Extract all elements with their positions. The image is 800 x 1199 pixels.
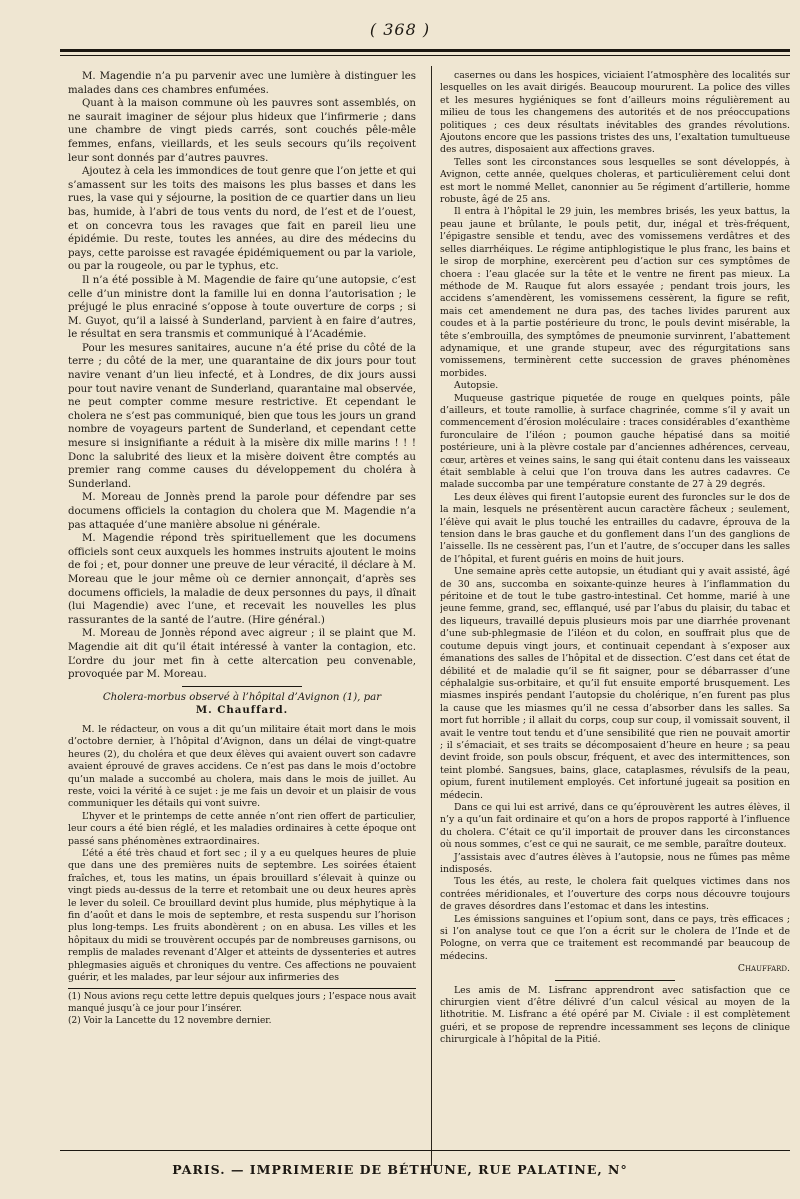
paragraph: Pour les mesures sanitaires, aucune n’a été prise du côté de la terre ; du côté de la mer, une quarantaine de dix jours pour tout navire venant d’un lieu infecté, et à Londres, de dix jours aussi pour tout navire venant de Sunderland, quarantaine mal observée, ne peut compter comme mesure restrictive. Et cependant le cholera ne s’est pas communiqué, bien que tous les jours un grand nombre de voyageurs partent de Sunderland, et cependant cette mesure si insignifiante a réduit à la misère dix mille marins ! ! ! Donc la salubrité des lieux et la misère doivent être comptés au premier rang comme causes du développement du choléra à Sunderland. bbox=[68, 342, 416, 490]
paragraph: Quant à la maison commune où les pauvres sont assemblés, on ne saurait imaginer de séjour plus hideux que l’infirmerie ; dans une chambre de vingt pieds carrés, sont couchés pêle-mêle femmes, enfans, vieillards, et les seuls secours qu’ils reçoivent leur sont donnés par d’autres pauvres. bbox=[68, 98, 416, 164]
paragraph: Ajoutez à cela les immondices de tout genre que l’on jette et qui s’amassent sur les toits des maisons les plus basses et dans les rues, la vase qui y séjourne, la position de ce quartier dans un lieu bas, humide, à l’abri de tous vents du nord, de l’est et de l’ouest, et on concevra tous les ravages que fait en pareil lieu une épidémie. Du reste, toutes les années, au dire des médecins du pays, cette paroisse est ravagée épidémiquement ou par la variole, ou par la rougeole, ou par le typhus, etc. bbox=[68, 166, 416, 273]
header-rule-thin bbox=[60, 55, 790, 56]
paragraph: Autopsie. bbox=[454, 380, 499, 392]
footnote-2: (2) Voir la Lancette du 12 novembre dernier. bbox=[68, 1016, 272, 1027]
article-author: M. Chauffard. bbox=[195, 704, 289, 717]
column-divider bbox=[431, 66, 432, 1166]
paragraph: Dans ce qui lui est arrivé, dans ce qu’éprouvèrent les autres élèves, il n’y a qu’un fait ordinaire et qu’on a hors de propos rapporté à l’influence du cholera. C’était ce qu’il importait de prouver dans les circonstances où nous sommes, c’est ce qui ne saurait, ce me semble, paraître douteux. bbox=[440, 801, 790, 851]
signature: Chauffard. bbox=[737, 963, 790, 975]
paragraph: L’été a été très chaud et fort sec ; il y a eu quelques heures de pluie que dans une des premières nuits de septembre. Les soirées étaient fraîches, et, tous les matins, un épais brouillard s’élevait à quinze ou vingt pieds au-dessus de la terre et retombait une ou deux heures après le lever du soleil. Ce brouillard devint plus humide, plus méphytique à la fin d’août et dans le mois de septembre, et resta suspendu sur l’horison plus long-temps. Les fruits abondèrent ; on en abusa. Les villes et les hôpitaux du midi se trouvèrent occupés par de nombreuses garnisons, ou remplis de malades revenant d’Alger et atteints de dyssenteries et autres phlegmasies aiguës et chroniques du ventre. Ces affections ne pouvaient guérir, et les malades, par leur séjour aux infirmeries des bbox=[68, 847, 416, 984]
paragraph: M. Moreau de Jonnès prend la parole pour défendre par ses documens officiels la contagion du cholera que M. Magendie n’a pas attaquée d’une manière absolue ni générale. bbox=[68, 492, 416, 531]
article-heading-title: Cholera-morbus observé à l’hôpital d’Avignon (1), par bbox=[102, 691, 382, 703]
paragraph: M. le rédacteur, on vous a dit qu’un militaire était mort dans le mois d’octobre dernier, à l’hôpital d’Avignon, dans un délai de vingt-quatre heures (2), du choléra et que deux élèves qui avaient ouvert son cadavre avaient éprouvé de graves accidens. Ce n’est pas dans le mois d’octobre qu’un malade a succombé au cholera, mais dans le mois de juillet. Au reste, voici la vérité à ce sujet : je me fais un devoir et un plaisir de vous communiquer les détails qui vont suivre. bbox=[68, 723, 416, 810]
left-column bbox=[68, 70, 416, 1120]
section-separator bbox=[555, 980, 675, 981]
paragraph: M. Magendie répond très spirituellement que les documens officiels sont ceux auxquels les hommes instruits ajoutent le moins de foi ; et, pour donner une preuve de leur véracité, il déclare à M. Moreau que le jour même où ce dernier annonçait, d’après ses documens officiels, la maladie de deux personnes du pays, il dînait (lui Magendie) avec l’une, et recevait les nouvelles les plus rassurantes de la santé de l’autre. (Hire général.) bbox=[68, 533, 416, 626]
paragraph: Les amis de M. Lisfranc apprendront avec satisfaction que ce chirurgien vient d’être délivré d’un calcul vésical au moyen de la lithotritie. M. Lisfranc a été opéré par M. Civiale : il est complètement guéri, et se propose de reprendre incessamment ses leçons de clinique chirurgicale à l’hôpital de la Pitié. bbox=[440, 984, 790, 1046]
imprint-footer: PARIS. — IMPRIMERIE DE BÉTHUNE, RUE PALATINE, N° bbox=[172, 1162, 628, 1177]
paragraph: M. Moreau de Jonnès répond avec aigreur ; il se plaint que M. Magendie ait dit qu’il était intéressé à vanter la contagion, etc. L’ordre du jour met fin à cette altercation peu convenable, provoquée par M. Moreau. bbox=[68, 628, 416, 681]
footer-rule bbox=[60, 1150, 790, 1151]
right-column-body bbox=[440, 70, 790, 1047]
page-number: ( 368 ) bbox=[369, 20, 431, 39]
paragraph: M. Magendie n’a pu parvenir avec une lumière à distinguer les malades dans ces chambres enfumées. bbox=[68, 71, 416, 96]
paragraph: Les émissions sanguines et l’opium sont, dans ce pays, très efficaces ; si l’on analyse tout ce que l’on a écrit sur le cholera de l’Inde et de Pologne, on verra que ce traitement est recommandé par beaucoup de médecins. bbox=[440, 913, 790, 962]
paragraph: J’assistais avec d’autres élèves à l’autopsie, nous ne fûmes pas même indisposés. bbox=[440, 851, 790, 875]
article-heading bbox=[68, 691, 416, 718]
header-rule-thick bbox=[60, 49, 790, 52]
right-column bbox=[440, 70, 790, 1120]
paragraph: Les deux élèves qui firent l’autopsie eurent des furoncles sur le dos de la main, lesquels ne présentèrent aucun caractère fâcheux ; seulement, l’élève qui avait le plus touché les entrailles du cadavre, éprouva de la tension dans le bras gauche et du gonflement dans l’un des ganglions de l’aisselle. Ils ne cessèrent pas, l’un et l’autre, de s’occuper dans les salles de l’hôpital, et furent guéris en moins de huit jours. bbox=[440, 491, 790, 565]
paragraph: Une semaine après cette autopsie, un étudiant qui y avait assisté, âgé de 30 ans, succomba en soixante-quinze heures à l’inflammation du péritoine et de tout le tube gastro-intestinal. Cet homme, marié à une jeune femme, grand, sec, efflanqué, usé par l’abus du plaisir, du tabac et des liqueurs, travaillé depuis plusieurs mois par une diarrhée provenant d’une sub-phlegmasie de l’iléon et du colon, en souffrait plus que de coutume depuis vingt jours, et continuait cependant à s’exposer aux émanations des salles de l’hôpital et de dissection. C’est dans cet état de débilité et de maladie qu’il se fit saigner, pour se débarrasser d’une céphalalgie sus-orbitaire, et qu’il fut ensuite emporté brusquement. Les miasmes inspirés pendant l’autopsie du cholérique, n’en furent pas plus la cause que les miasmes qu’il ne cessa d’absorber dans les salles. Sa mort fut horrible ; il allait du corps, coup sur coup, il vomissait souvent, il avait le ventre tout tendu et d’une sensibilité que rien ne pouvait amortir ; il s’émaciait, et ses traits se décomposaient d’heure en heure ; sa peau devint froide, son pouls obscur, fréquent, et avec des intermittences, son teint plombé. Sangsues, bains, glace, cataplasmes, révulsifs de la peau, opium, furent inutilement employés. Cet infortuné jugeait sa position en médecin. bbox=[440, 566, 790, 801]
left-column-body bbox=[68, 70, 416, 984]
paragraph: Il n’a été possible à M. Magendie de faire qu’une autopsie, c’est celle d’un ministre dont la famille lui en donna l’autorisation ; le préjugé le plus enraciné s’oppose à toute ouverture de corps ; si M. Guyot, qu’il a laissé à Sunderland, parvient à en faire d’autres, le résultat en sera transmis et communiqué à l’Académie. bbox=[68, 274, 416, 341]
paragraph: Il entra à l’hôpital le 29 juin, les membres brisés, les yeux battus, la peau jaune et brûlante, le pouls petit, dur, inégal et très-fréquent, l’épigastre sensible et tendu, avec des vomissemens verdâtres et des selles diarrhéiques. Le régime antiphlogistique le plus franc, les bains et le sirop de morphine, exercèrent peu d’action sur ces symptômes de choera : l’eau glacée sur la tête et le ventre ne firent pas mieux. La méthode de M. Rauque fut alors essayée ; pendant trois jours, les accidens s’amendèrent, les vomissemens cessèrent, la figure se refit, mais cet amendement ne dura pas, des taches livides parurent aux coudes et à la partie postérieure du tronc, le pouls devint misérable, la tête s’embrouilla, des symptômes de pneumonie survinrent, l’abattement adynamique, et une grande stupeur, avec des régurgitations sans vomissemens, terminèrent cette succession de graves phénomènes morbides. bbox=[440, 206, 790, 379]
footnote-rule bbox=[68, 988, 416, 989]
paragraph: casernes ou dans les hospices, viciaient l’atmosphère des localités sur lesquelles on les avait dirigés. Beaucoup moururent. La police des villes et les mesures hygiéniques se font d’ailleurs moins régulièrement au milieu de tous les changemens des autorités et de nos préoccupations politiques ; ces deux résultats inévitables des grandes révolutions. Ajoutons encore que les passions tristes des uns, l’exaltation tumultueuse des autres, disposaient aux affections graves. bbox=[440, 70, 790, 156]
paragraph: Muqueuse gastrique piquetée de rouge en quelques points, pâle d’ailleurs, et toute ramollie, à surface chagrinée, comme s’il y avait un commencement d’érosion moléculaire : traces considérables d’exanthème furonculaire de l’iléon ; poumon gauche hépatisé dans sa moitié postérieure, uni à la plèvre costale par d’anciennes adhérences, cerveau, cœur, artères et veines sains, le sang qui était contenu dans les vaisseaux était semblable à celui que l’on trouva dans les autres cadavres. Ce malade succomba par une température constante de 27 à 29 degrés. bbox=[440, 392, 790, 491]
footnote-1: (1) Nous avions reçu cette lettre depuis quelques jours ; l’espace nous avait manqué jusqu’à ce jour pour l’insérer. bbox=[68, 992, 416, 1015]
paragraph: Telles sont les circonstances sous lesquelles se sont développés, à Avignon, cette année, quelques choleras, et particulièrement celui dont est mort le nommé Mellet, canonnier au 5e régiment d’artillerie, homme robuste, âgé de 25 ans. bbox=[440, 156, 790, 206]
paragraph: L’hyver et le printemps de cette année n’ont rien offert de particulier, leur cours a été bien réglé, et les maladies ordinaires à cette époque ont passé sans phénomènes extraordinaires. bbox=[68, 810, 416, 847]
paragraph: Tous les étés, au reste, le cholera fait quelques victimes dans nos contrées méridionales, et l’ouverture des corps nous découvre toujours de graves désordres dans l’estomac et dans les intestins. bbox=[440, 876, 790, 913]
section-separator bbox=[182, 686, 302, 687]
